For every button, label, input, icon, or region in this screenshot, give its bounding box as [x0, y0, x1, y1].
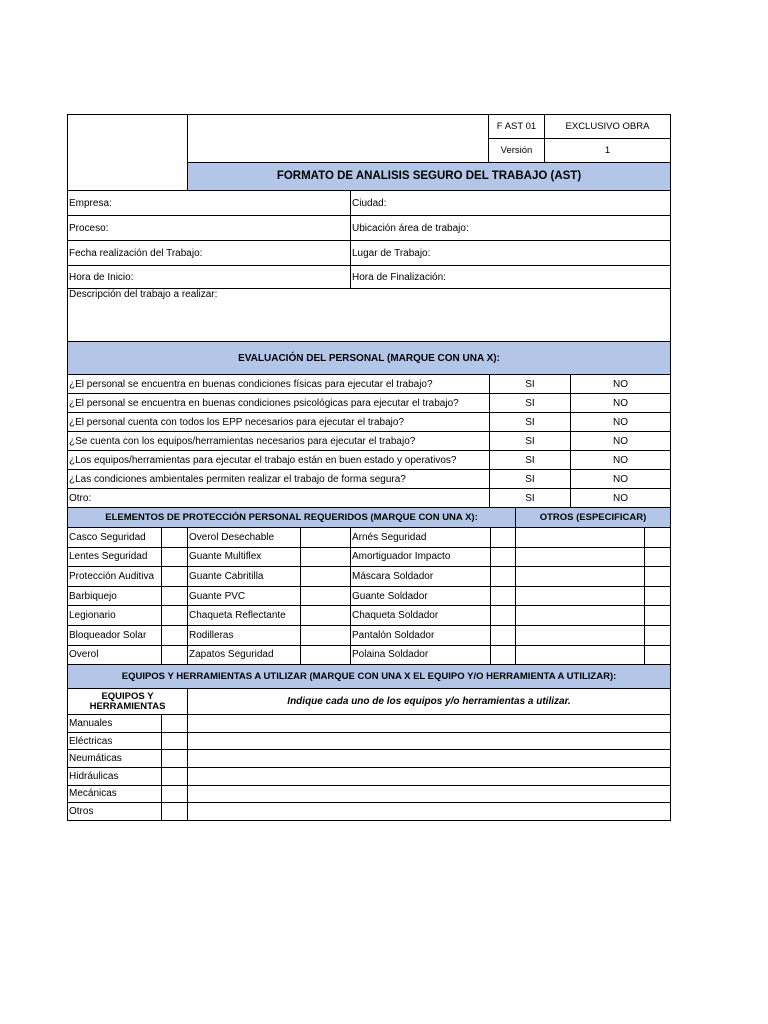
descripcion-field[interactable]: Descripción del trabajo a realizar:	[68, 289, 671, 342]
equipo-check[interactable]	[162, 750, 188, 768]
proceso-field[interactable]: Proceso:	[68, 216, 351, 241]
form-code: F AST 01	[489, 115, 545, 139]
equipo-type: Manuales	[68, 715, 162, 733]
epp-check[interactable]	[491, 586, 516, 606]
epp-check[interactable]	[491, 547, 516, 567]
epp-item: Pantalón Soldador	[351, 625, 491, 645]
epp-check[interactable]	[491, 645, 516, 665]
epp-check[interactable]	[301, 528, 351, 548]
version-label: Versión	[489, 139, 545, 163]
epp-check[interactable]	[162, 606, 188, 626]
no-option[interactable]: NO	[571, 489, 671, 508]
lugar-field[interactable]: Lugar de Trabajo:	[351, 241, 671, 266]
epp-check[interactable]	[301, 586, 351, 606]
equipo-detail-field[interactable]	[188, 732, 671, 750]
otros-check[interactable]	[645, 547, 671, 567]
equipo-type: Mecánicas	[68, 785, 162, 803]
yes-option[interactable]: SI	[490, 413, 571, 432]
header-blank-cell	[188, 115, 489, 163]
evaluacion-rows	[68, 375, 671, 508]
epp-item: Guante Cabritilla	[188, 567, 301, 587]
otros-field[interactable]	[516, 606, 645, 626]
epp-check[interactable]	[162, 586, 188, 606]
otros-field[interactable]	[516, 528, 645, 548]
equipo-check[interactable]	[162, 785, 188, 803]
epp-check[interactable]	[301, 567, 351, 587]
epp-item: Guante Soldador	[351, 586, 491, 606]
otros-field[interactable]	[516, 567, 645, 587]
otros-check[interactable]	[645, 586, 671, 606]
otros-field[interactable]	[516, 586, 645, 606]
equipo-check[interactable]	[162, 732, 188, 750]
epp-item: Arnés Seguridad	[351, 528, 491, 548]
version-value: 1	[545, 139, 671, 163]
epp-check[interactable]	[301, 547, 351, 567]
equipo-type: Otros	[68, 803, 162, 821]
epp-title: ELEMENTOS DE PROTECCIÓN PERSONAL REQUERIDOS (MARQUE CON UNA X):	[68, 508, 516, 528]
equipo-detail-field[interactable]	[188, 715, 671, 733]
yes-option[interactable]: SI	[490, 394, 571, 413]
epp-item: Protección Auditiva	[68, 567, 162, 587]
epp-item: Chaqueta Reflectante	[188, 606, 301, 626]
form-title: FORMATO DE ANALISIS SEGURO DEL TRABAJO (AST)	[188, 163, 671, 191]
otros-check[interactable]	[645, 645, 671, 665]
epp-item: Polaina Soldador	[351, 645, 491, 665]
epp-table	[67, 507, 671, 665]
epp-item: Overol Desechable	[188, 528, 301, 548]
otros-check[interactable]	[645, 528, 671, 548]
epp-item: Zapatos Seguridad	[188, 645, 301, 665]
epp-item: Amortiguador Impacto	[351, 547, 491, 567]
epp-check[interactable]	[301, 625, 351, 645]
header-table	[67, 114, 671, 191]
fecha-field[interactable]: Fecha realización del Trabajo:	[68, 241, 351, 266]
epp-check[interactable]	[491, 625, 516, 645]
equipo-type: Eléctricas	[68, 732, 162, 750]
info-table	[67, 190, 671, 342]
epp-check[interactable]	[162, 528, 188, 548]
hora-fin-field[interactable]: Hora de Finalización:	[351, 266, 671, 289]
equipo-check[interactable]	[162, 803, 188, 821]
yes-option[interactable]: SI	[490, 451, 571, 470]
epp-item: Barbiquejo	[68, 586, 162, 606]
epp-item: Legionario	[68, 606, 162, 626]
form-scope: EXCLUSIVO OBRA	[545, 115, 671, 139]
question-text: Otro:	[68, 489, 490, 508]
epp-check[interactable]	[491, 606, 516, 626]
epp-check[interactable]	[491, 528, 516, 548]
question-text: ¿Los equipos/herramientas para ejecutar el trabajo están en buen estado y operativos?	[68, 451, 490, 470]
empresa-field[interactable]: Empresa:	[68, 191, 351, 216]
question-text: ¿Las condiciones ambientales permiten realizar el trabajo de forma segura?	[68, 470, 490, 489]
epp-item: Rodilleras	[188, 625, 301, 645]
evaluacion-title: EVALUACIÓN DEL PERSONAL (MARQUE CON UNA X):	[68, 342, 671, 375]
epp-item: Máscara Soldador	[351, 567, 491, 587]
no-option[interactable]: NO	[571, 413, 671, 432]
equipo-detail-field[interactable]	[188, 767, 671, 785]
no-option[interactable]: NO	[571, 451, 671, 470]
epp-check[interactable]	[491, 567, 516, 587]
equipo-detail-field[interactable]	[188, 785, 671, 803]
equipo-detail-field[interactable]	[188, 750, 671, 768]
equipos-table	[67, 664, 671, 821]
ubicacion-field[interactable]: Ubicación área de trabajo:	[351, 216, 671, 241]
question-text: ¿El personal se encuentra en buenas condiciones físicas para ejecutar el trabajo?	[68, 375, 490, 394]
epp-check[interactable]	[162, 547, 188, 567]
no-option[interactable]: NO	[571, 394, 671, 413]
epp-item: Casco Seguridad	[68, 528, 162, 548]
otros-check[interactable]	[645, 606, 671, 626]
equipo-check[interactable]	[162, 715, 188, 733]
question-text: ¿El personal cuenta con todos los EPP necesarios para ejecutar el trabajo?	[68, 413, 490, 432]
yes-option[interactable]: SI	[490, 375, 571, 394]
otros-field[interactable]	[516, 645, 645, 665]
ast-form	[67, 114, 670, 821]
no-option[interactable]: NO	[571, 375, 671, 394]
logo-cell	[68, 115, 188, 191]
equipo-check[interactable]	[162, 767, 188, 785]
equipo-detail-field[interactable]	[188, 803, 671, 821]
epp-check[interactable]	[162, 645, 188, 665]
otros-check[interactable]	[645, 567, 671, 587]
otros-title: OTROS (ESPECIFICAR)	[516, 508, 671, 528]
hora-inicio-field[interactable]: Hora de Inicio:	[68, 266, 351, 289]
epp-item: Overol	[68, 645, 162, 665]
no-option[interactable]: NO	[571, 432, 671, 451]
equipo-type: Neumáticas	[68, 750, 162, 768]
otros-check[interactable]	[645, 625, 671, 645]
equipos-col-header: EQUIPOS Y HERRAMIENTAS	[68, 689, 188, 715]
equipos-instruction: Indique cada uno de los equipos y/o herramientas a utilizar.	[188, 689, 671, 715]
epp-check[interactable]	[162, 625, 188, 645]
epp-check[interactable]	[162, 567, 188, 587]
otros-field[interactable]	[516, 625, 645, 645]
question-text: ¿El personal se encuentra en buenas condiciones psicológicas para ejecutar el trabajo?	[68, 394, 490, 413]
otros-field[interactable]	[516, 547, 645, 567]
evaluacion-table	[67, 341, 671, 508]
no-option[interactable]: NO	[571, 470, 671, 489]
question-text: ¿Se cuenta con los equipos/herramientas necesarios para ejecutar el trabajo?	[68, 432, 490, 451]
epp-item: Guante PVC	[188, 586, 301, 606]
epp-item: Guante Multiflex	[188, 547, 301, 567]
epp-item: Lentes Seguridad	[68, 547, 162, 567]
epp-item: Chaqueta Soldador	[351, 606, 491, 626]
equipos-title: EQUIPOS Y HERRAMIENTAS A UTILIZAR (MARQUE CON UNA X EL EQUIPO Y/O HERRAMIENTA A UTILIZAR):	[68, 665, 671, 689]
yes-option[interactable]: SI	[490, 432, 571, 451]
yes-option[interactable]: SI	[490, 489, 571, 508]
yes-option[interactable]: SI	[490, 470, 571, 489]
epp-check[interactable]	[301, 645, 351, 665]
epp-item: Bloqueador Solar	[68, 625, 162, 645]
ciudad-field[interactable]: Ciudad:	[351, 191, 671, 216]
epp-check[interactable]	[301, 606, 351, 626]
equipo-type: Hidráulicas	[68, 767, 162, 785]
